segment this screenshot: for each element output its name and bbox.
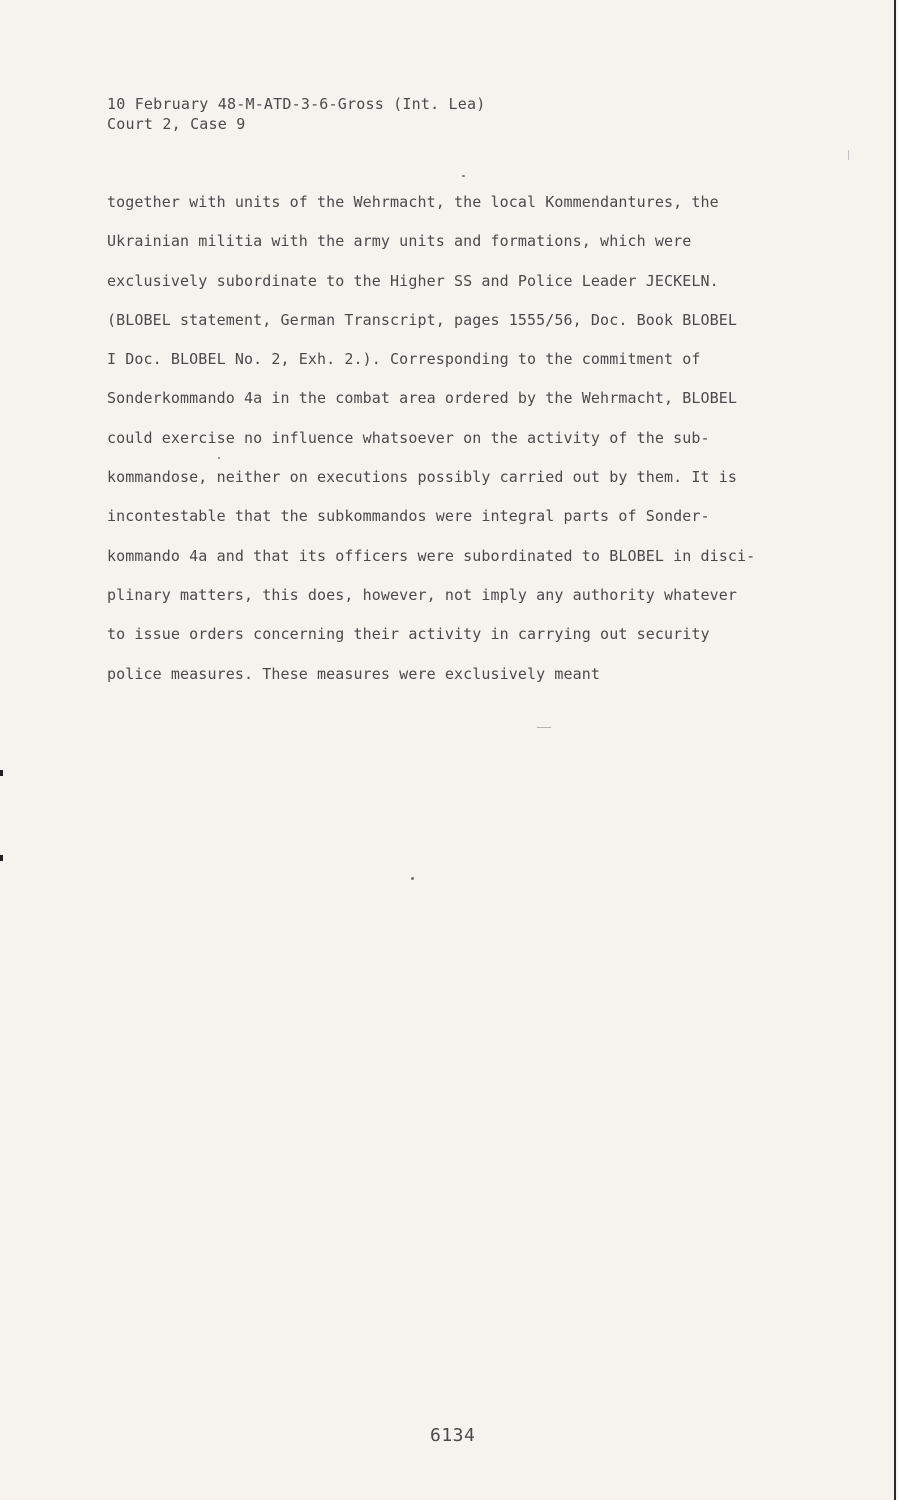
- text-line: could exercise no influence whatsoever on the activity of the sub-: [107, 428, 710, 447]
- text-line: (BLOBEL statement, German Transcript, pages 1555/56, Doc. Book BLOBEL: [107, 310, 738, 329]
- text-line: Ukrainian militia with the army units and formations, which were: [107, 232, 692, 251]
- document-header: [107, 94, 485, 134]
- margin-mark: [0, 770, 3, 776]
- text-line: police measures. These measures were exclusively meant: [107, 664, 601, 683]
- page-number: 6134: [430, 1425, 476, 1446]
- text-line: to issue orders concerning their activity in carrying out security: [107, 625, 710, 644]
- text-line: kommandose, neither on executions possibly carried out by them. It is: [107, 468, 738, 487]
- paper-speck: [462, 175, 465, 177]
- paper-speck: [848, 150, 849, 160]
- header-date-reference: 10 February 48-M-ATD-3-6-Gross (Int. Lea): [107, 95, 486, 113]
- text-line: incontestable that the subkommandos were integral parts of Sonder-: [107, 507, 710, 526]
- text-line: Sonderkommando 4a in the combat area ordered by the Wehrmacht, BLOBEL: [107, 389, 738, 408]
- margin-mark: [0, 855, 3, 861]
- text-line: kommando 4a and that its officers were subordinated to BLOBEL in disci-: [107, 546, 756, 565]
- paper-speck: [218, 457, 220, 459]
- text-line: plinary matters, this does, however, not imply any authority whatever: [107, 585, 738, 604]
- text-line: exclusively subordinate to the Higher SS and Police Leader JECKELN.: [107, 271, 719, 290]
- paper-speck: [537, 727, 551, 728]
- body-text: [107, 190, 807, 701]
- text-line: I Doc. BLOBEL No. 2, Exh. 2.). Corresponding to the commitment of: [107, 350, 701, 369]
- paper-speck: [411, 877, 414, 880]
- page-edge: [894, 0, 896, 1500]
- text-line: together with units of the Wehrmacht, the local Kommendantures, the: [107, 193, 719, 211]
- header-court-case: Court 2, Case 9: [107, 115, 246, 133]
